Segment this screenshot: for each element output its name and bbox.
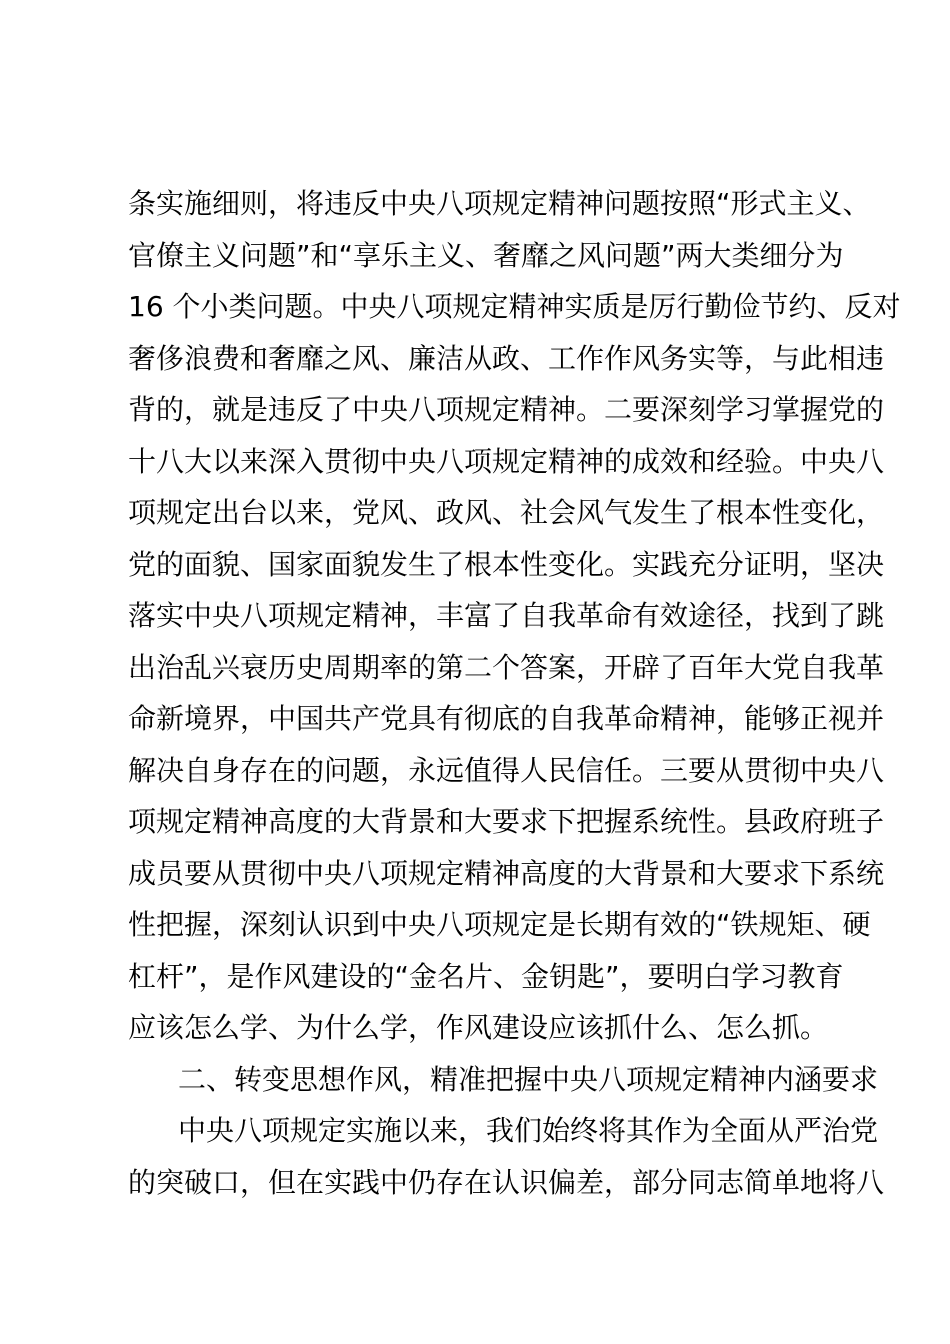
text-line: 解决自身存在的问题，永远值得人民信任。三要从贯彻中央八 <box>128 753 885 787</box>
text-line: 出治乱兴衰历史周期率的第二个答案，开辟了百年大党自我革 <box>128 650 885 684</box>
text-line: 项规定出台以来，党风、政风、社会风气发生了根本性变化， <box>128 496 885 529</box>
text-line: 官僚主义问题”和“享乐主义、奢靡之风问题”两大类细分为 <box>128 238 844 272</box>
text-line: 十八大以来深入贯彻中央八项规定精神的成效和经验。中央八 <box>128 444 885 478</box>
text-line: 项规定精神高度的大背景和大要求下把握系统性。县政府班子 <box>128 805 885 838</box>
section-heading: 二、转变思想作风，精准把握中央八项规定精神内涵要求 <box>178 1062 879 1096</box>
text-line: 中央八项规定实施以来，我们始终将其作为全面从严治党 <box>178 1114 879 1147</box>
document-body <box>128 178 901 1208</box>
text-line: 应该怎么学、为什么学，作风建设应该抓什么、怎么抓。 <box>128 1011 829 1044</box>
text-line: 条实施细则，将违反中央八项规定精神问题按照“形式主义、 <box>128 187 871 220</box>
text-line: 命新境界，中国共产党具有彻底的自我革命精神，能够正视并 <box>128 702 885 735</box>
text-line: 性把握，深刻认识到中央八项规定是长期有效的“铁规矩、硬 <box>128 908 871 941</box>
text-line: 落实中央八项规定精神，丰富了自我革命有效途径，找到了跳 <box>128 599 885 632</box>
text-line: 党的面貌、国家面貌发生了根本性变化。实践充分证明，坚决 <box>128 547 885 581</box>
text-line: 成员要从贯彻中央八项规定精神高度的大背景和大要求下系统 <box>128 856 885 890</box>
text-line: 背的，就是违反了中央八项规定精神。二要深刻学习掌握党的 <box>128 393 885 426</box>
text-line: 奢侈浪费和奢靡之风、廉洁从政、工作作风务实等，与此相违 <box>128 341 885 375</box>
text-line: 的突破口，但在实践中仍存在认识偏差，部分同志简单地将八 <box>128 1165 885 1199</box>
text-line: 16 个小类问题。中央八项规定精神实质是厉行勤俭节约、反对 <box>128 290 901 323</box>
paragraph-1 <box>128 178 901 1054</box>
paragraph-2 <box>128 1105 885 1208</box>
text-line: 杠杆”，是作风建设的“金名片、金钥匙”，要明白学习教育 <box>128 959 844 993</box>
